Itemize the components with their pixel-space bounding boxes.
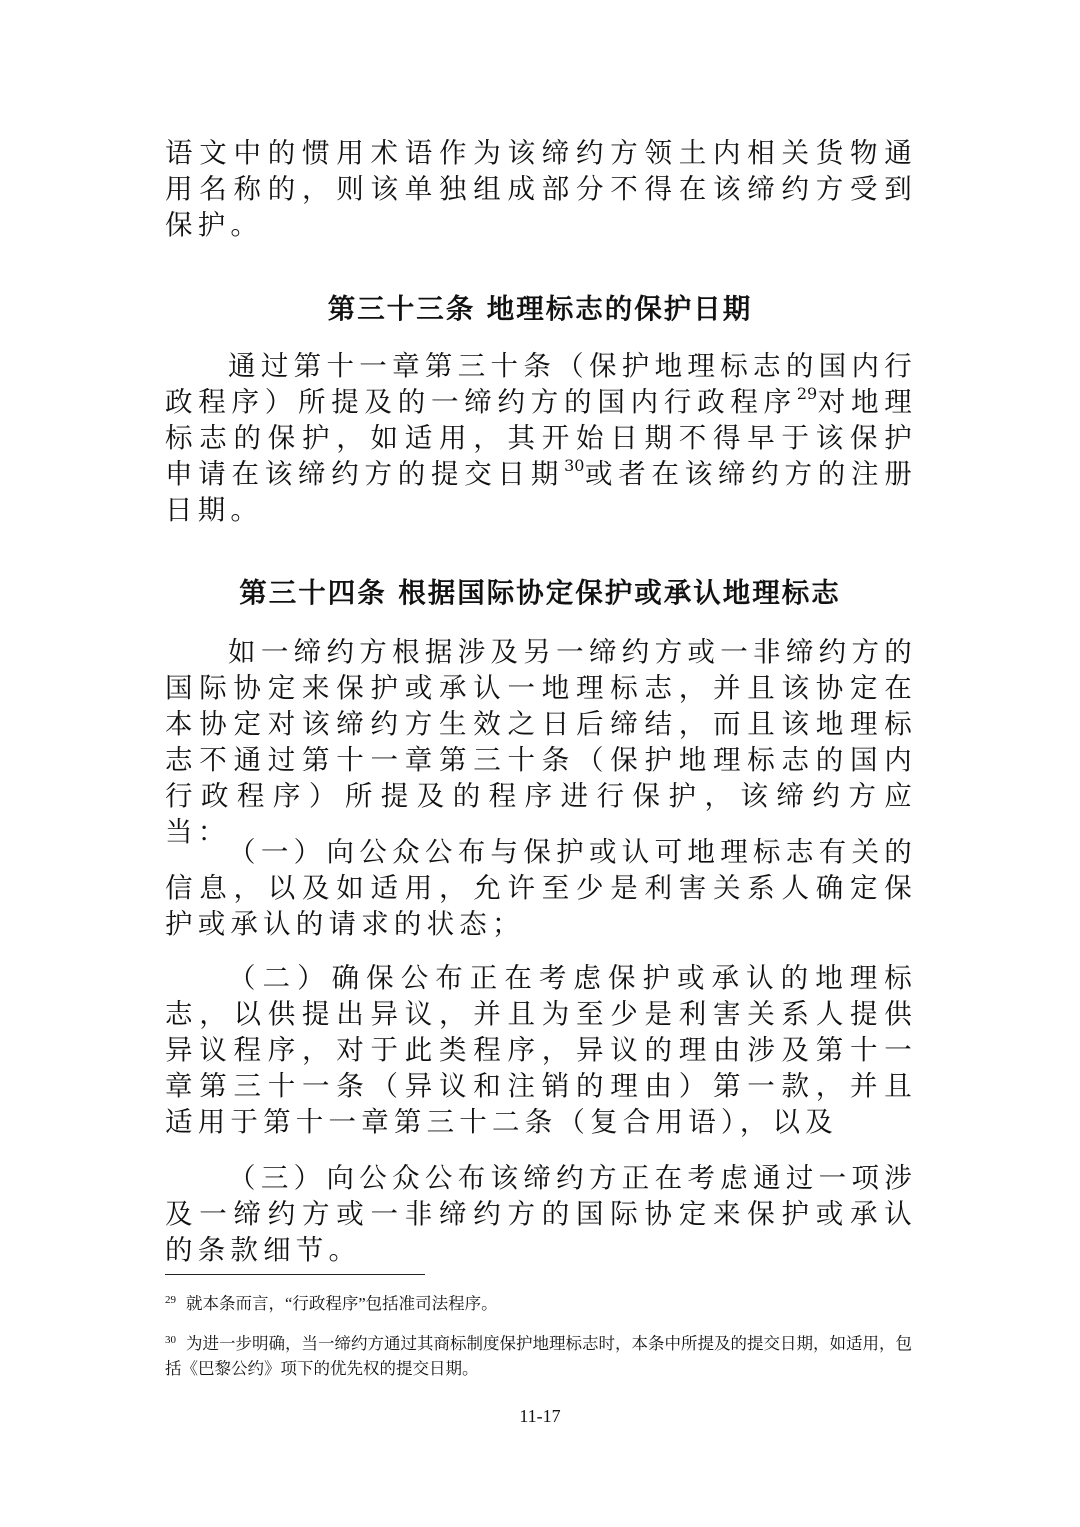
- article-34-heading: 第三十四条 根据国际协定保护或承认地理标志: [239, 577, 841, 609]
- footnote-29-mark: 29: [165, 1294, 176, 1306]
- footnote-30-reference[interactable]: 30: [564, 456, 585, 475]
- article-34-item-3: （三）向公众公布该缔约方正在考虑通过一项涉及一缔约方或一非缔约方的国际协定来保护或承认的条款细节。: [165, 1162, 917, 1266]
- footnote-29: [165, 1288, 925, 1316]
- footnote-30-text: 为进一步明确，当一缔约方通过其商标制度保护地理标志时，本条中所提及的提交日期，如适用，包括《巴黎公约》项下的优先权的提交日期。: [165, 1334, 912, 1378]
- footnote-30: [165, 1328, 925, 1381]
- footnote-30-mark: 30: [165, 1334, 176, 1346]
- article-33-heading: 第三十三条 地理标志的保护日期: [327, 293, 753, 325]
- continuation-paragraph: 语文中的惯用术语作为该缔约方领土内相关货物通用名称的，则该单独组成部分不得在该缔约方受到保护。: [165, 137, 917, 241]
- article-33-paragraph: [165, 348, 917, 528]
- footnote-29-reference[interactable]: 29: [796, 384, 818, 403]
- footnote-divider: [165, 1274, 425, 1275]
- article-33-text-1: 通过第十一章第三十条（保护地理标志的国内行政程序）所提及的一缔约方的国内行政程序: [165, 350, 917, 418]
- article-34-item-2: （二）确保公布正在考虑保护或承认的地理标志，以供提出异议，并且为至少是利害关系人提供异议程序，对于此类程序，异议的理由涉及第十一章第三十一条（异议和注销的理由）第一款，并且适用于第十一章第三十二条（复合用语），以及: [165, 962, 917, 1138]
- article-33-text-3: 或者在该缔约方的注册日期。: [165, 458, 917, 526]
- page-number: 11-17: [519, 1406, 561, 1426]
- article-34-item-1: （一）向公众公布与保护或认可地理标志有关的信息，以及如适用，允许至少是利害关系人确定保护或承认的请求的状态；: [165, 836, 917, 940]
- article-34-intro: 如一缔约方根据涉及另一缔约方或一非缔约方的国际协定来保护或承认一地理标志，并且该协定在本协定对该缔约方生效之日后缔结，而且该地理标志不通过第十一章第三十条（保护地理标志的国内行政程序）所提及的程序进行保护，该缔约方应当：: [165, 636, 917, 848]
- footnote-29-text: 就本条而言，“行政程序”包括准司法程序。: [186, 1294, 498, 1313]
- article-33-text-2: 对地理标志的保护，如适用，其开始日期不得早于该保护申请在该缔约方的提交日期: [165, 386, 917, 490]
